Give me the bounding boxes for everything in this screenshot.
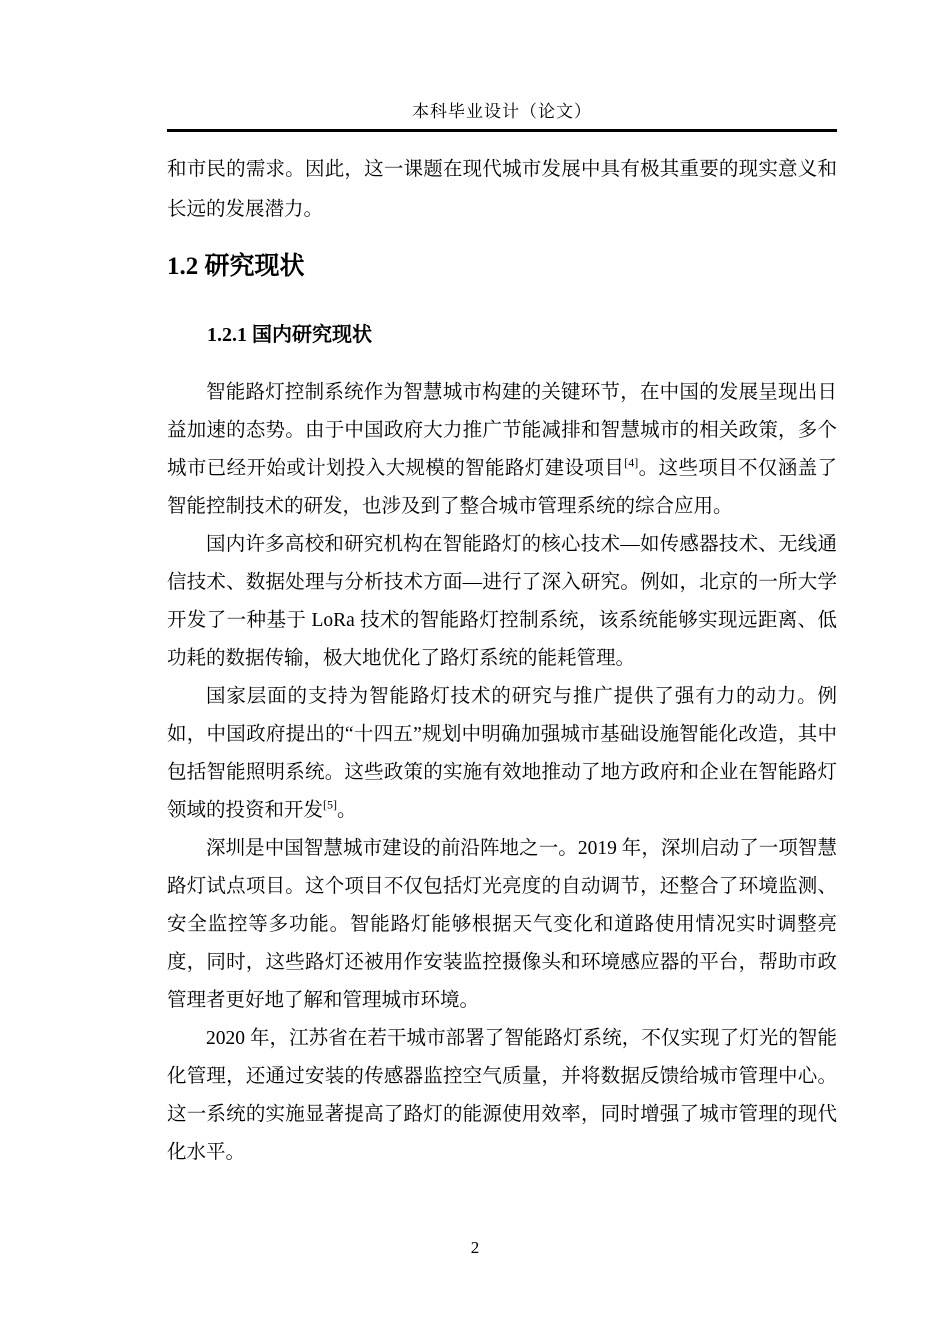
citation-reference: [5] [323, 797, 338, 812]
body-paragraph: 2020 年，江苏省在若干城市部署了智能路灯系统，不仅实现了灯光的智能化管理，还通过安装的传感器监控空气质量，并将数据反馈给城市管理中心。这一系统的实施显著提高了路灯的能源使用效率，同时增强了城市管理的现代化水平。 [167, 1028, 837, 1163]
page-footer [0, 1238, 950, 1258]
subsection-heading-1-2-1: 1.2.1 国内研究现状 [207, 324, 372, 346]
citation-reference: [4] [624, 455, 639, 470]
page-number: 2 [470, 1238, 480, 1257]
body-paragraph: 智能路灯控制系统作为智慧城市构建的关键环节，在中国的发展呈现出日益加速的态势。由于中国政府大力推广节能减排和智慧城市的相关政策，多个城市已经开始或计划投入大规模的智能路灯建设项目[4]。这些项目不仅涵盖了智能控制技术的研发，也涉及到了整合城市管理系统的综合应用。 [167, 382, 837, 517]
running-header-title: 本科毕业设计（论文） [412, 102, 592, 121]
body-paragraph: 国家层面的支持为智能路灯技术的研究与推广提供了强有力的动力。例如，中国政府提出的“十四五”规划中明确加强城市基础设施智能化改造，其中包括智能照明系统。这些政策的实施有效地推动了地方政府和企业在智能路灯领域的投资和开发[5]。 [167, 686, 837, 821]
paragraphs [167, 374, 837, 1172]
section-heading-1-2: 1.2 研究现状 [167, 253, 305, 280]
running-header [167, 0, 837, 132]
body-paragraph: 国内许多高校和研究机构在智能路灯的核心技术—如传感器技术、无线通信技术、数据处理与分析技术方面—进行了深入研究。例如，北京的一所大学开发了一种基于 LoRa 技术的智能路灯控制系统，该系统能够实现远距离、低功耗的数据传输，极大地优化了路灯系统的能耗管理。 [167, 534, 837, 669]
body-paragraph: 深圳是中国智慧城市建设的前沿阵地之一。2019 年，深圳启动了一项智慧路灯试点项目。这个项目不仅包括灯光亮度的自动调节，还整合了环境监测、安全监控等多功能。智能路灯能够根据天气变化和道路使用情况实时调整亮度，同时，这些路灯还被用作安装监控摄像头和环境感应器的平台，帮助市政管理者更好地了解和管理城市环境。 [167, 838, 837, 1011]
intro-continuation-paragraph: 和市民的需求。因此，这一课题在现代城市发展中具有极其重要的现实意义和长远的发展潜力。 [167, 159, 837, 220]
text-column [167, 0, 837, 1172]
